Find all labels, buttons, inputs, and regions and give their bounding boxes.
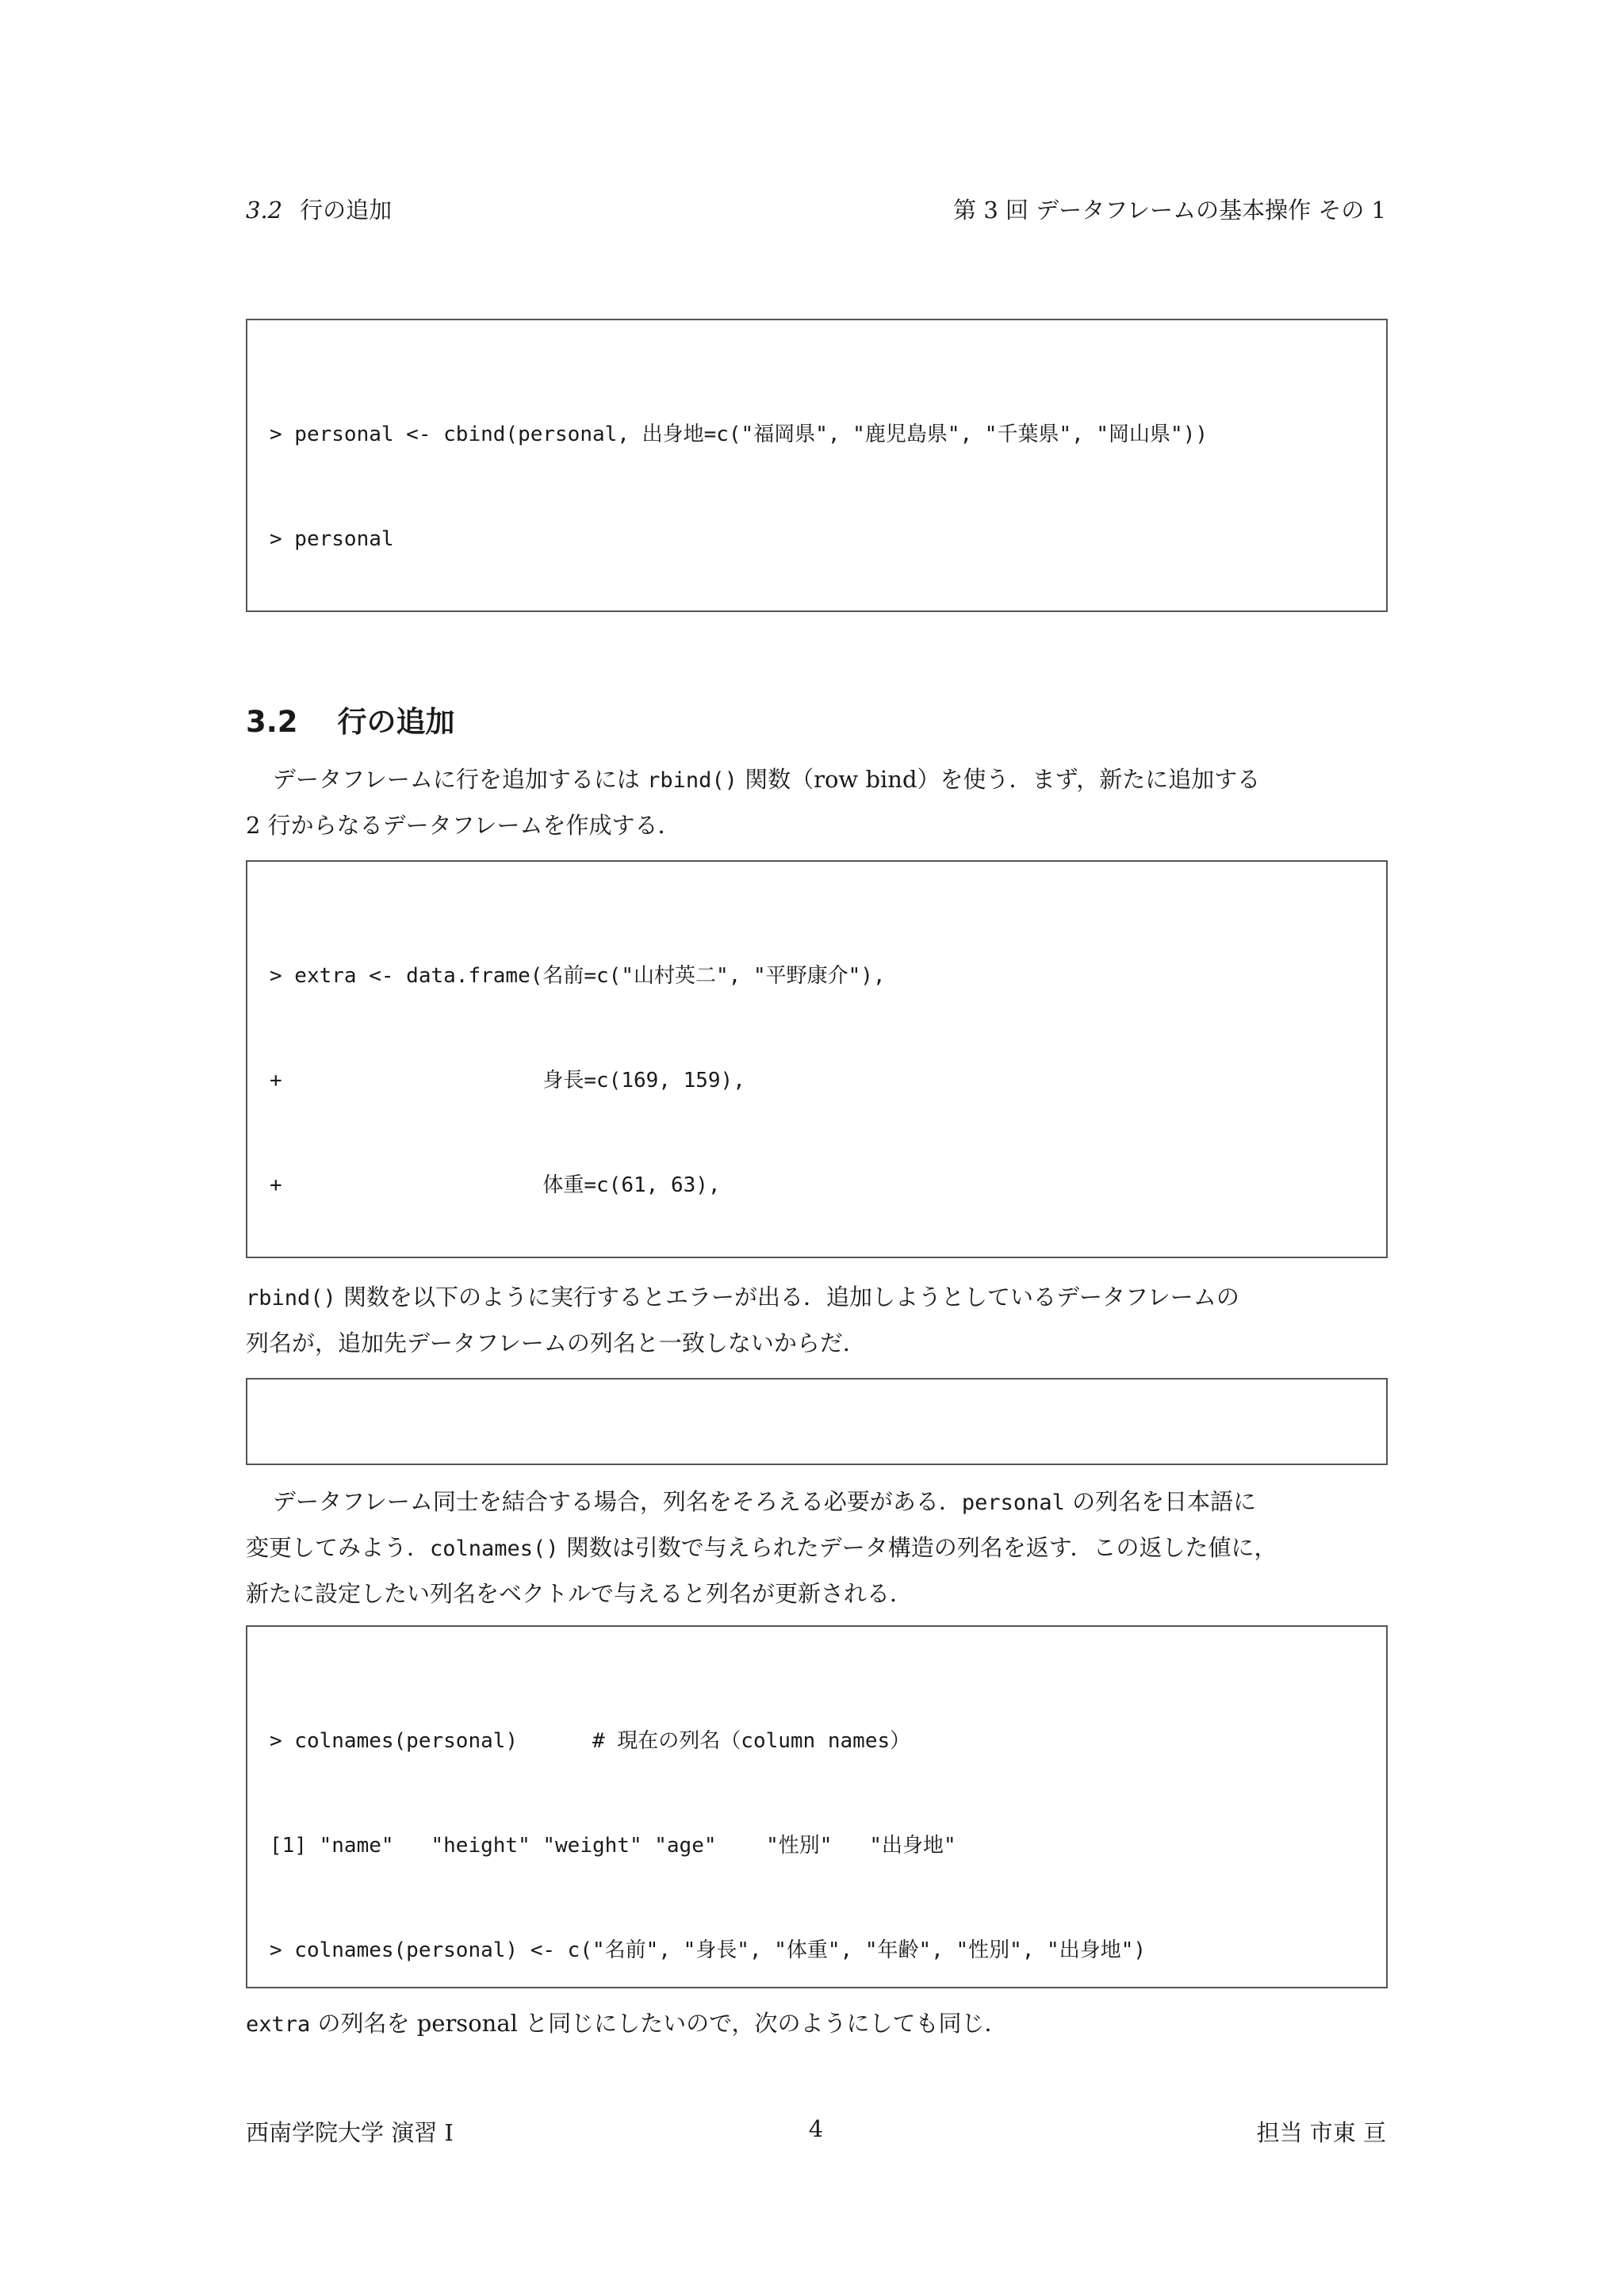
footer-course: 西南学院大学 演習 I	[246, 2119, 454, 2146]
text-run: 変更してみよう．	[246, 1534, 431, 1561]
section-heading	[246, 698, 455, 740]
code-line: + 体重=c(61, 63),	[270, 1173, 721, 1197]
page-number: 4	[808, 2115, 824, 2142]
code-line: [1] "name" "height" "weight" "age" "性別" "出身地"	[270, 1834, 956, 1858]
text-run: データフレームに行を追加するには	[273, 766, 648, 793]
code-block-colnames	[246, 1625, 1388, 1988]
running-header-section-title: 行の追加	[300, 197, 393, 224]
text-run: 関数は引数で与えられたデータ構造の列名を返す．この返した値に，	[558, 1534, 1277, 1561]
text-run: 列名が，追加先データフレームの列名と一致しないからだ．	[246, 1330, 866, 1357]
paragraph-rbind-intro	[246, 757, 1388, 848]
text-run: の列名を personal と同じにしたいので，次のようにしても同じ．	[310, 2010, 1008, 2037]
code-line: + 身長=c(169, 159),	[270, 1069, 745, 1093]
text-run: の列名を日本語に	[1064, 1488, 1257, 1515]
section-title: 行の追加	[337, 705, 455, 739]
text-run: 2 行からなるデータフレームを作成する．	[246, 812, 681, 839]
running-header-section-number: 3.2	[246, 197, 283, 224]
footer-instructor: 担当 市東 亘	[1256, 2119, 1386, 2146]
text-run: データフレーム同士を結合する場合，列名をそろえる必要がある．	[273, 1488, 962, 1515]
code-line: > personal <- cbind(personal, 出身地=c("福岡県", "鹿児島県", "千葉県", "岡山県"))	[270, 423, 1208, 446]
section-number: 3.2	[246, 705, 298, 739]
code-line: > colnames(personal) <- c("名前", "身長", "体重", "年齢", "性別", "出身地")	[270, 1938, 1147, 1962]
running-header-chapter: 第 3 回 データフレームの基本操作 その 1	[953, 197, 1386, 224]
code-line: > extra <- data.frame(名前=c("山村英二", "平野康介"),	[270, 964, 886, 988]
text-run: 関数（row bind）を使う．まず，新たに追加する	[737, 766, 1261, 793]
paragraph-rbind-error	[246, 1275, 1388, 1365]
inline-code-extra: extra	[246, 2012, 311, 2037]
code-block-extra	[246, 860, 1388, 1258]
paragraph-colnames	[246, 1479, 1388, 1616]
code-line: > personal	[270, 527, 394, 551]
code-line: > colnames(personal) # 現在の列名（column names）	[270, 1729, 911, 1753]
inline-code-rbind: rbind()	[246, 1286, 336, 1311]
paragraph-extra-colnames	[246, 2001, 1388, 2047]
text-run: 関数を以下のように実行するとエラーが出る．追加しようとしているデータフレームの	[335, 1284, 1239, 1311]
inline-code-personal: personal	[961, 1490, 1065, 1515]
code-block-cbind	[246, 319, 1388, 612]
text-run: 新たに設定したい列名をベクトルで与えると列名が更新される．	[246, 1580, 914, 1607]
running-header	[246, 193, 1386, 225]
code-block-rbind-error	[246, 1378, 1388, 1465]
inline-code-rbind: rbind()	[647, 768, 737, 793]
running-header-section	[246, 193, 392, 225]
page-footer	[246, 2115, 1386, 2148]
inline-code-colnames: colnames()	[430, 1536, 559, 1561]
